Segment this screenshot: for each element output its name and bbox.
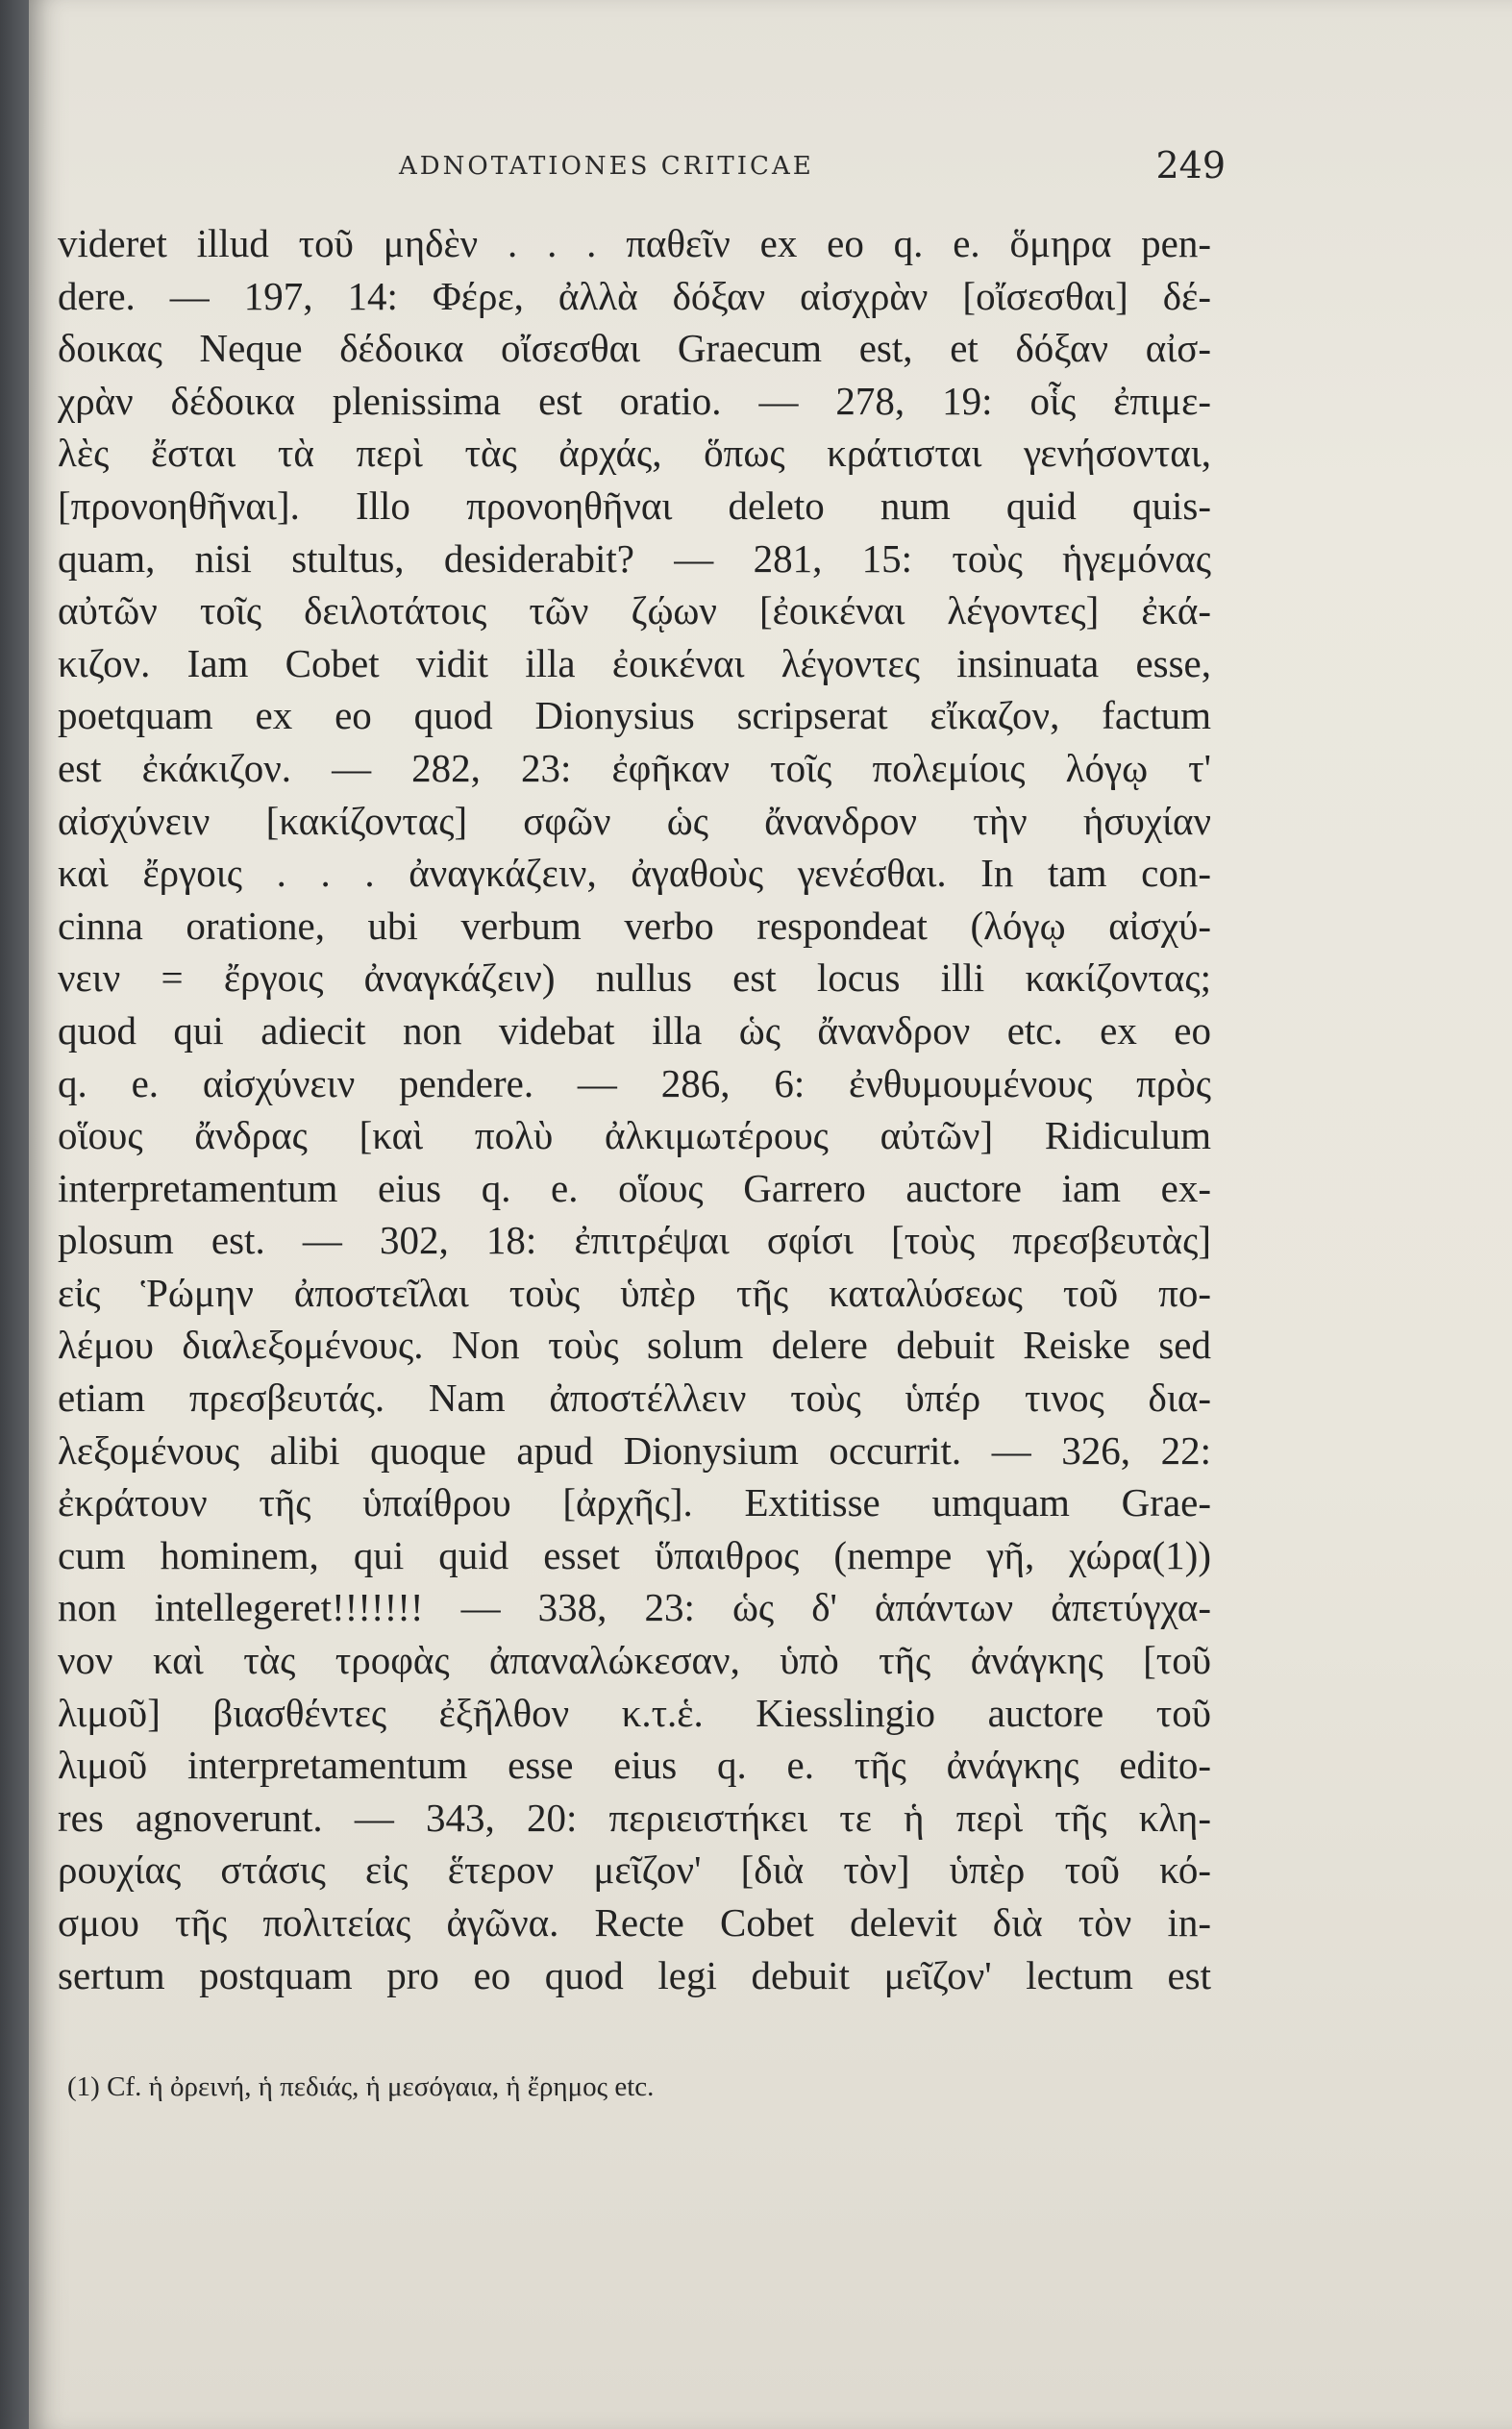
text-line: est ἐκάκιζον. — 282, 23: ἐφῆκαν τοῖς πολεμίοις λόγῳ τ' (58, 745, 1211, 790)
text-line: interpretamentum eius q. e. οἵους Garrero auctore iam ex- (58, 1165, 1211, 1210)
book-page (29, 0, 1512, 2429)
text-line: αἰσχύνειν [κακίζοντας] σφῶν ὡς ἄνανδρον τὴν ἡσυχίαν (58, 798, 1211, 843)
page-number: 249 (1155, 144, 1226, 186)
text-line: δοικας Neque δέδοικα οἴσεσθαι Graecum est, et δόξαν αἰσ- (58, 326, 1211, 371)
text-line: κιζον. Iam Cobet vidit illa ἐοικέναι λέγοντες insinuata esse, (58, 640, 1211, 685)
text-line: quod qui adiecit non videbat illa ὡς ἄνανδρον etc. ex eo (58, 1007, 1211, 1053)
text-line: poetquam ex eo quod Dionysius scripserat εἴκαζον, factum (58, 693, 1211, 738)
text-line: σμου τῆς πολιτείας ἀγῶνα. Recte Cobet delevit διὰ τὸν in- (58, 1900, 1211, 1945)
text-line: νειν = ἔργοις ἀναγκάζειν) nullus est locus illi κακίζοντας; (58, 955, 1211, 1001)
text-line: νον καὶ τὰς τροφὰς ἀπαναλώκεσαν, ὑπὸ τῆς ἀνάγκης [τοῦ (58, 1638, 1211, 1683)
text-line: λιμοῦ interpretamentum esse eius q. e. τῆς ἀνάγκης edito- (58, 1743, 1211, 1788)
text-line: εἰς Ῥώμην ἀποστεῖλαι τοὺς ὑπὲρ τῆς καταλύσεως τοῦ πο- (58, 1270, 1211, 1315)
text-line: videret illud τοῦ μηδὲν . . . παθεῖν ex eo q. e. ὅμηρα pen- (58, 221, 1211, 265)
text-line: λέμου διαλεξομένους. Non τοὺς solum delere debuit Reiske sed (58, 1323, 1211, 1368)
text-line: λεξομένους alibi quoque apud Dionysium occurrit. — 326, 22: (58, 1427, 1211, 1473)
text-line: ρουχίας στάσις εἰς ἕτερον μεῖζον' [διὰ τὸν] ὑπὲρ τοῦ κό- (58, 1847, 1211, 1893)
text-line: λιμοῦ] βιασθέντες ἐξῆλθον κ.τ.ἑ. Kiesslingio auctore τοῦ (58, 1690, 1211, 1735)
text-line: non intellegeret!!!!!!! — 338, 23: ὡς δ' ἁπάντων ἀπετύγχα- (58, 1585, 1211, 1630)
text-line: λὲς ἔσται τὰ περὶ τὰς ἀρχάς, ὅπως κράτισται γενήσονται, (58, 431, 1211, 476)
text-line: sertum postquam pro eo quod legi debuit μεῖζον' lectum est (58, 1952, 1211, 1997)
text-line: q. e. αἰσχύνειν pendere. — 286, 6: ἐνθυμουμένους πρὸς (58, 1060, 1211, 1105)
text-line: αὐτῶν τοῖς δειλοτάτοις τῶν ζῴων [ἐοικέναι λέγοντες] ἐκά- (58, 588, 1211, 633)
text-line: res agnoverunt. — 343, 20: περιειστήκει τε ἡ περὶ τῆς κλη- (58, 1795, 1211, 1840)
text-line: οἵους ἄνδρας [καὶ πολὺ ἀλκιμωτέρους αὐτῶν] Ridiculum (58, 1113, 1211, 1158)
text-line: dere. — 197, 14: Φέρε, ἀλλὰ δόξαν αἰσχρὰν [οἴσεσθαι] δέ- (58, 273, 1211, 318)
text-line: [προνοηθῆναι]. Illo προνοηθῆναι deleto num quid quis- (58, 483, 1211, 528)
text-line: ἐκράτουν τῆς ὑπαίθρου [ἀρχῆς]. Extitisse umquam Grae- (58, 1480, 1211, 1525)
text-line: quam, nisi stultus, desiderabit? — 281, 15: τοὺς ἡγεμόνας (58, 535, 1211, 581)
body-text (58, 217, 1211, 2001)
text-line: cinna oratione, ubi verbum verbo respondeat (λόγῳ αἰσχύ- (58, 903, 1211, 948)
text-line: χρὰν δέδοικα plenissima est oratio. — 278, 19: οἷς ἐπιμε- (58, 378, 1211, 423)
text-line: καὶ ἔργοις . . . ἀναγκάζειν, ἀγαθοὺς γενέσθαι. In tam con- (58, 851, 1211, 896)
text-line: etiam πρεσβευτάς. Nam ἀποστέλλειν τοὺς ὑπέρ τινος δια- (58, 1376, 1211, 1421)
footnote: (1) Cf. ἡ ὀρεινή, ἡ πεδιάς, ἡ μεσόγαια, ἡ ἔρημος etc. (67, 2071, 655, 2102)
text-line: plosum est. — 302, 18: ἐπιτρέψαι σφίσι [τοὺς πρεσβευτὰς] (58, 1218, 1211, 1263)
running-head: ADNOTATIONES CRITICAE (399, 152, 814, 181)
page-header (399, 144, 1226, 202)
text-line: cum hominem, qui quid esset ὕπαιθρος (nempe γῆ, χώρα(1)) (58, 1532, 1211, 1577)
